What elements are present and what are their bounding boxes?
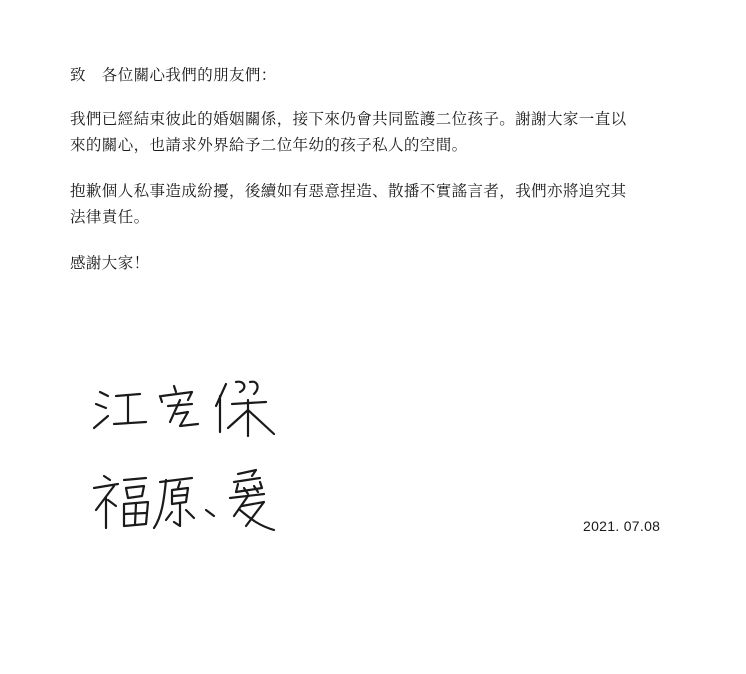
salutation: 致 各位關心我們的朋友們： bbox=[70, 66, 277, 84]
paragraph-1-line-1: 我們已經結束彼此的婚姻關係，接下來仍會共同監護二位孩子。謝謝大家一直以 bbox=[70, 110, 627, 128]
signature-1 bbox=[94, 382, 274, 436]
signature-2 bbox=[94, 470, 274, 530]
paragraph-2 bbox=[70, 178, 690, 230]
letter-body bbox=[70, 62, 690, 276]
closing: 感謝大家！ bbox=[70, 254, 150, 272]
paragraph-1 bbox=[70, 106, 690, 158]
letter-date: 2021. 07.08 bbox=[583, 518, 661, 534]
paragraph-2-line-2: 法律責任。 bbox=[70, 208, 150, 226]
signatures bbox=[88, 370, 318, 560]
handwritten-signatures bbox=[88, 370, 318, 560]
paragraph-1-line-2: 來的關心，也請求外界給予二位年幼的孩子私人的空間。 bbox=[70, 136, 468, 154]
paragraph-2-line-1: 抱歉個人私事造成紛擾，後續如有惡意捏造、散播不實謠言者，我們亦將追究其 bbox=[70, 182, 627, 200]
